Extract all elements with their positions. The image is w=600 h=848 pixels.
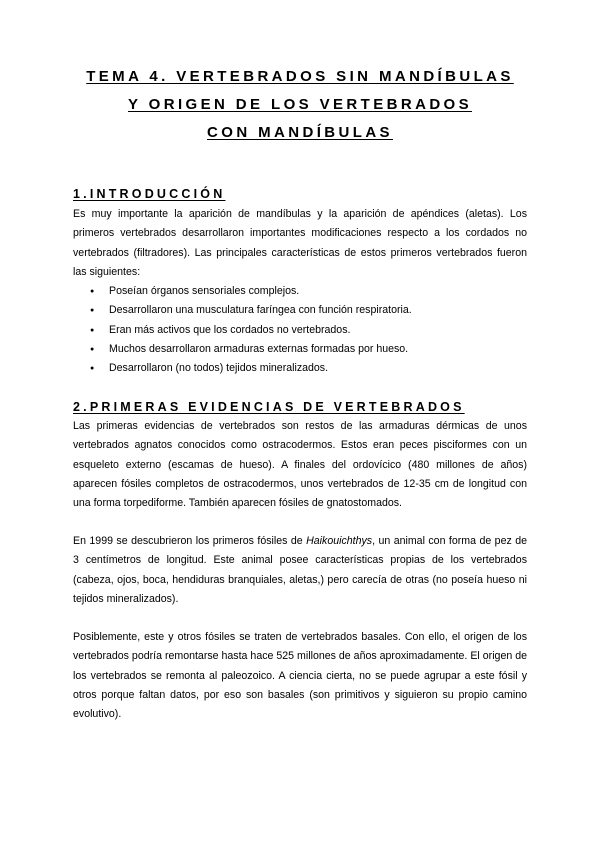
section-heading-primeras-evidencias: 2.PRIMERAS EVIDENCIAS DE VERTEBRADOS — [73, 400, 465, 414]
section-heading-introduccion: 1.INTRODUCCIÓN — [73, 187, 226, 201]
list-item: ● Desarrollaron (no todos) tejidos mineralizados. — [73, 359, 527, 378]
list-item: ● Muchos desarrollaron armaduras externas formadas por hueso. — [73, 340, 527, 359]
title-line-2: Y ORIGEN DE LOS VERTEBRADOS — [127, 96, 473, 113]
evidence-paragraph-1: Las primeras evidencias de vertebrados son restos de las armaduras dérmicas de unos vertebrados agnatos conocidos como ostracodermos. Estos eran peces pisciformes con un esqueleto externo (escamas de hueso). A finales del ordovícico (480 millones de años) aparecen fósiles completos de ostracodermos, unos vertebrados de 12-35 cm de longitud con una forma torpediforme. También aparecen fósiles de gnatostomados. — [73, 420, 527, 510]
title-line-1: TEMA 4. VERTEBRADOS SIN MANDÍBULAS — [86, 68, 514, 85]
paragraph-text-end: , un animal con forma de pez de 3 centímetros de longitud. Este animal posee características propias de los vertebrados (cabeza, ojos, boca, hendiduras branquiales, aletas,) pero carecía de otras (no poseía hueso ni tejidos mineralizados). — [73, 535, 527, 605]
species-name: Haikouichthys — [306, 535, 373, 547]
characteristics-list — [73, 282, 527, 378]
paragraph-text-start: En 1999 se descubrieron los primeros fósiles de — [73, 535, 307, 547]
evidence-paragraph-2 — [73, 532, 527, 609]
intro-paragraph: Es muy importante la aparición de mandíbulas y la aparición de apéndices (aletas). Los primeros vertebrados desarrollaron importantes modificaciones respecto a los cordados no vertebrados (filtradores). Las principales características de estos primeros vertebrados fueron las siguientes: — [73, 208, 527, 278]
list-item: ● Poseían órganos sensoriales complejos. — [73, 282, 527, 301]
evidence-paragraph-3: Posiblemente, este y otros fósiles se traten de vertebrados basales. Con ello, el origen de los vertebrados podría remontarse hasta hace 525 millones de años aproximadamente. El origen de los vertebrados se remonta al paleozoico. A ciencia cierta, no se puede agrupar a este fósil y otros porque faltan datos, por eso son basales (son primitivos y siguieron su propio camino evolutivo). — [73, 631, 527, 721]
list-item: ● Desarrollaron una musculatura faríngea con función respiratoria. — [73, 301, 527, 320]
title-line-3: CON MANDÍBULAS — [207, 124, 393, 141]
list-item: ● Eran más activos que los cordados no vertebrados. — [73, 321, 527, 340]
